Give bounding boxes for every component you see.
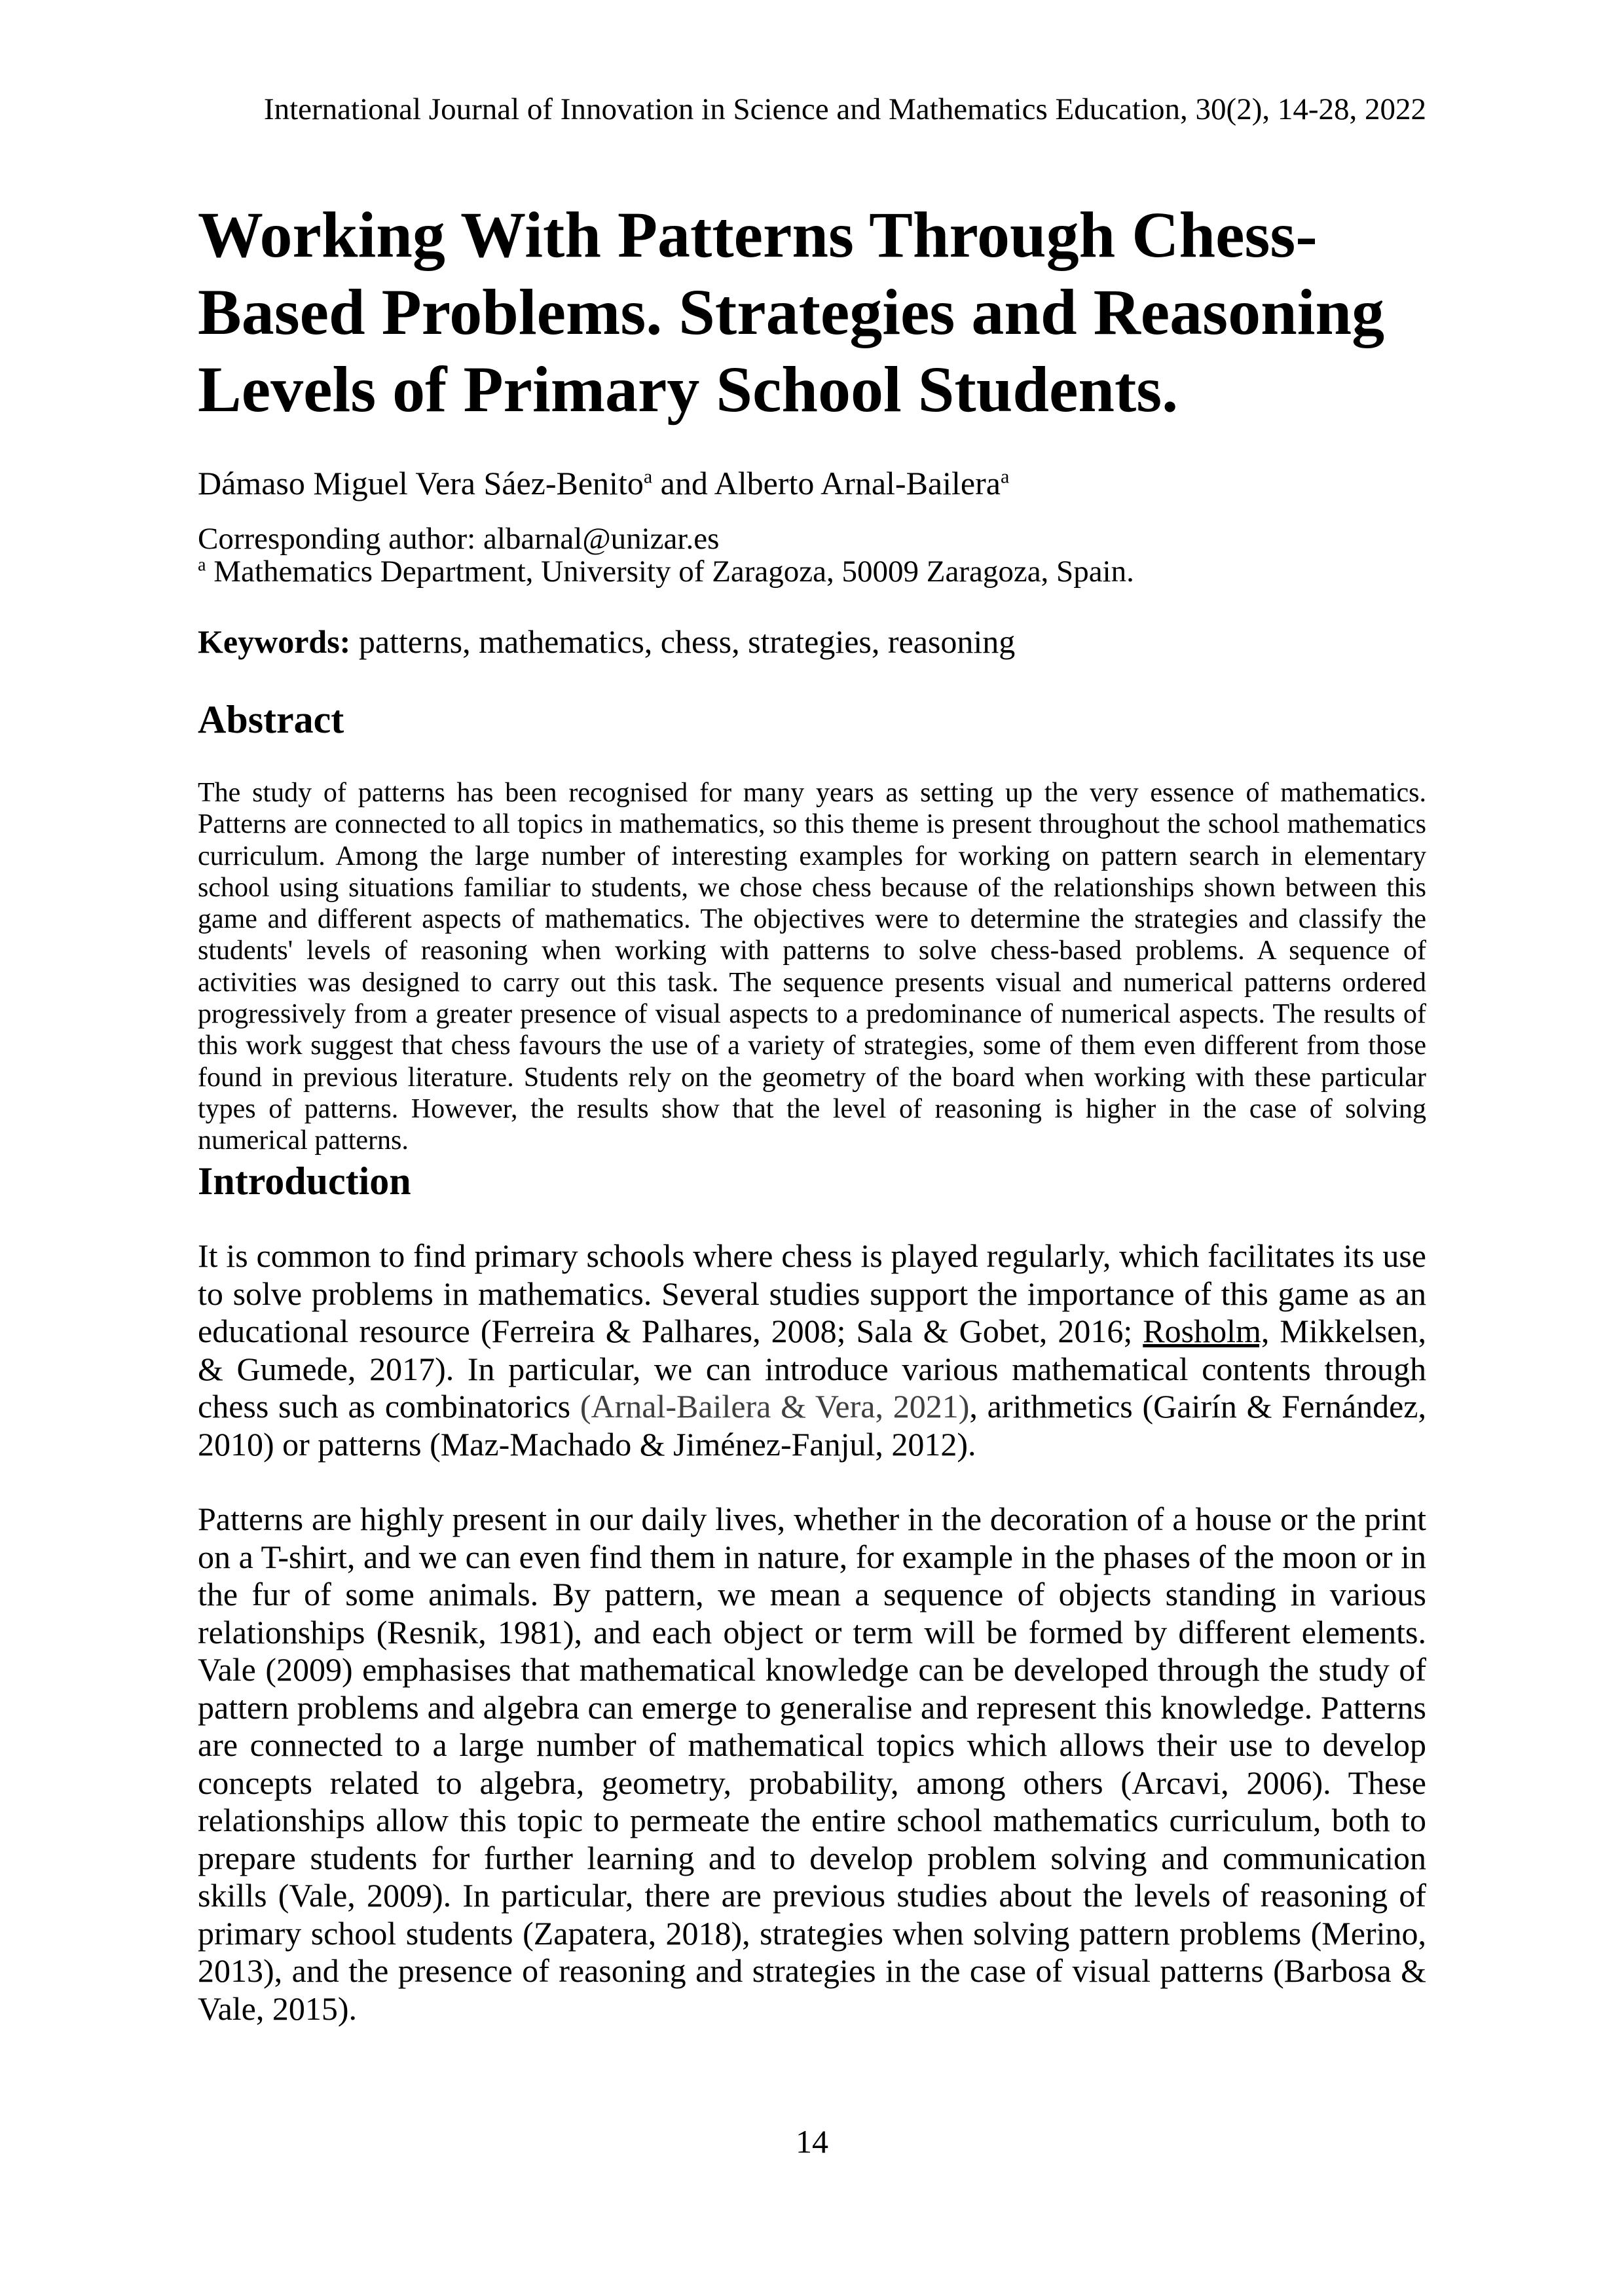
paper-title <box>198 196 1426 428</box>
abstract-text: The study of patterns has been recognised for many years as setting up the very essence of mathematics. Patterns are connected to all topics in mathematics, so this theme is present throughout the school mathematics curriculum. Among the large number of interesting examples for working on pattern search in elementary school using situations familiar to students, we chose chess because of the relationships shown between this game and different aspects of mathematics. The objectives were to determine the strategies and classify the students' levels of reasoning when working with patterns to solve chess-based problems. A sequence of activities was designed to carry out this task. The sequence presents visual and numerical patterns ordered progressively from a greater presence of visual aspects to a predominance of numerical aspects. The results of this work suggest that chess favours the use of a variety of strategies, some of them even different from those found in previous literature. Students rely on the geometry of the board when working with these particular types of patterns. However, the results show that the level of reasoning is higher in the case of solving numerical patterns. <box>198 778 1426 1156</box>
keywords-text: patterns, mathematics, chess, strategies, reasoning <box>350 623 1016 660</box>
gray-citation-text: (Arnal-Bailera & Vera, 2021) <box>580 1388 970 1425</box>
page-number: 14 <box>796 2123 828 2160</box>
author-line <box>198 465 1426 502</box>
superscript-mark: a <box>198 555 206 575</box>
journal-citation-line: International Journal of Innovation in Science and Mathematics Education, 30(2), 14-28, 2022 <box>263 92 1426 126</box>
abstract-heading: Abstract <box>198 698 344 741</box>
title-line: Levels of Primary School Students. <box>198 353 1179 426</box>
text-segment: , arithmetics (Gairín & Fernández, 2010) or patterns (Maz-Machado & Jiménez-Fanjul, 2012). <box>198 1388 1427 1463</box>
keywords-line <box>198 623 1426 661</box>
superscript-mark: a <box>643 465 653 488</box>
keywords-label: Keywords: <box>198 623 351 660</box>
title-line: Based Problems. Strategies and Reasoning <box>198 276 1385 348</box>
title-line: Working With Patterns Through Chess- <box>198 198 1318 271</box>
underlined-text: Rosholm, <box>1143 1313 1270 1349</box>
journal-header <box>198 92 1426 127</box>
introduction-paragraph-1 <box>198 1237 1426 1463</box>
introduction-heading: Introduction <box>198 1159 411 1203</box>
text-segment: and Alberto Arnal-Bailera <box>652 465 1001 501</box>
text-segment: Mathematics Department, University of Zaragoza, 50009 Zaragoza, Spain. <box>206 555 1134 589</box>
corresponding-author-text: Corresponding author: albarnal@unizar.es <box>198 522 720 556</box>
text-segment: Mikkelsen, & Gumede, 2017). In particular, we can introduce various mathematical contents through chess such as combinatorics <box>198 1313 1426 1425</box>
superscript-mark: a <box>1000 465 1010 488</box>
corresponding-author-line <box>198 522 1426 555</box>
text-segment: It is common to find primary schools where chess is played regularly, which facilitates its use to solve problems in mathematics. Several studies support the importance of this game as an educational resource (Ferreira & Palhares, 2008; Sala & Gobet, 2016; <box>198 1237 1426 1349</box>
affiliation-line <box>198 555 1426 588</box>
introduction-paragraph-2: Patterns are highly present in our daily lives, whether in the decoration of a house or the print on a T-shirt, and we can even find them in nature, for example in the phases of the moon or in the fur of some animals. By pattern, we mean a sequence of objects standing in various relationships (Resnik, 1981), and each object or term will be formed by different elements. Vale (2009) emphasises that mathematical knowledge can be developed through the study of pattern problems and algebra can emerge to generalise and represent this knowledge. Patterns are connected to a large number of mathematical topics which allows their use to develop concepts related to algebra, geometry, probability, among others (Arcavi, 2006). These relationships allow this topic to permeate the entire school mathematics curriculum, both to prepare students for further learning and to develop problem solving and communication skills (Vale, 2009). In particular, there are previous studies about the levels of reasoning of primary school students (Zapatera, 2018), strategies when solving pattern problems (Merino, 2013), and the presence of reasoning and strategies in the case of visual patterns (Barbosa & Vale, 2015). <box>198 1501 1426 2027</box>
correspondence-block <box>198 522 1426 588</box>
text-segment: Dámaso Miguel Vera Sáez-Benito <box>198 465 644 501</box>
